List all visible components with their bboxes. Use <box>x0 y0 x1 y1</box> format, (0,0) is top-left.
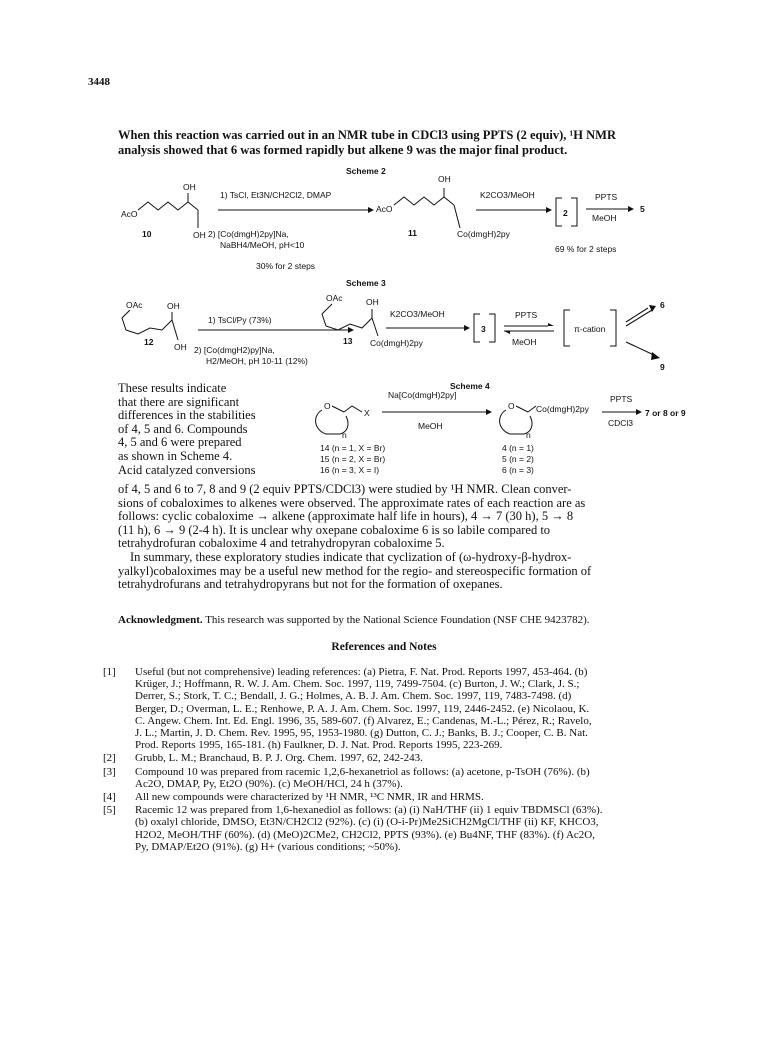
reference-line: (b) oxalyl chloride, DMSO, Et3N/CH2Cl2 (92%). (c) (i) (O-i-Pr)Me2SiCH2MgCl/THF (ii) KF, KHCO3, <box>135 816 599 829</box>
references-heading: References and Notes <box>331 641 437 653</box>
cobaloxime-list-item: 4 (n = 1) <box>502 443 534 453</box>
reference-number: [5] <box>103 804 116 817</box>
ppts-text: PPTS <box>515 310 538 320</box>
oac-label: OAc <box>326 293 343 303</box>
body-line: Acid catalyzed conversions <box>118 462 256 477</box>
compound-list-item: 16 (n = 3, X = I) <box>320 465 380 475</box>
reference-line: Useful (but not comprehensive) leading references: (a) Pietra, F. Nat. Prod. Reports 1997, 453-464. (b) <box>135 666 588 678</box>
body-line: sions of cobaloximes to alkenes were observed. The approximate rates of each reaction are as <box>118 495 586 510</box>
reference-line: Derrer, S.; Stork, T. C.; Bendall, J. G.; Holmes, A. B. J. Am. Chem. Soc. 1997, 119, 7483-7498. (d) <box>135 690 572 703</box>
intro-line: analysis showed that 6 was formed rapidly but alkene 9 was the major final product. <box>118 143 568 157</box>
x-label: X <box>364 408 370 418</box>
intro-line: When this reaction was carried out in an NMR tube in CDCl3 using PPTS (2 equiv), ¹H NMR <box>118 128 616 142</box>
n-label: n <box>526 430 531 440</box>
reference-line: Prod. Reports 1995, 165-181. (h) Faulkner, D. J. Nat. Prod. Reports 1995, 223-269. <box>135 739 503 752</box>
body-line: tetrahydrofuran cobaloxime 4 and tetrahydropyran cobaloxime 5. <box>118 536 445 551</box>
body-line: tetrahydrofurans and tetrahydropyrans but not for the formation of oxepanes. <box>118 577 503 592</box>
reference-line: H2O2, MeOH/THF (60%). (d) (MeO)2CMe2, CH2Cl2, PPTS (93%). (e) Bu4NF, THF (83%). (f) Ac2O, <box>135 828 595 841</box>
arrow-to-9 <box>626 342 656 356</box>
acknowledgment-label: Acknowledgment. <box>118 614 203 626</box>
reference-line: Py, DMAP/Et2O (91%). (g) H+ (various conditions; ~50%). <box>135 840 401 853</box>
body-line: of 4, 5 and 6. Compounds <box>118 421 248 436</box>
step-2b-text: NaBH4/MeOH, pH<10 <box>220 240 305 250</box>
yield-left: 30% for 2 steps <box>256 261 316 271</box>
body-line: that there are significant <box>118 394 240 409</box>
ppts-text: PPTS <box>595 192 618 202</box>
cobaloxime-label: Co(dmgH)2py <box>536 404 589 414</box>
body-line: as shown in Scheme 4. <box>118 448 233 463</box>
scheme-4 <box>310 376 686 480</box>
cobaloxime-label: Co(dmgH)2py <box>370 338 423 348</box>
carbon-chain <box>394 197 454 205</box>
reference-item <box>103 804 673 853</box>
carbon-chain <box>122 310 172 334</box>
ring-oxygen: O <box>508 401 515 411</box>
yield-right: 69 % for 2 steps <box>555 244 617 254</box>
body-line: yalkyl)cobaloximes may be a useful new method for the regio- and stereospecific formation of <box>118 563 592 578</box>
reference-line: Grubb, L. M.; Branchaud, B. P. J. Org. Chem. 1997, 62, 242-243. <box>135 752 423 765</box>
oh-label: OH <box>167 301 180 311</box>
compound-13-label: 13 <box>343 336 353 346</box>
cobaloxime-list-item: 6 (n = 3) <box>502 465 534 475</box>
reference-number: [3] <box>103 765 116 778</box>
scheme-2 <box>100 160 680 270</box>
carbon-chain <box>138 202 198 210</box>
compound-10-label: 10 <box>142 229 152 239</box>
aco-label: AcO <box>121 209 138 219</box>
step-1-text: 1) TsCl/Py (73%) <box>208 315 272 325</box>
reference-line: Krüger, J.; Hoffmann, R. W. J. Am. Chem. Soc. 1997, 119, 7499-7504. (c) Burton, J. W.; Clark, J. S.; <box>135 678 580 691</box>
cobaloxime-list-item: 5 (n = 2) <box>502 454 534 464</box>
step-2a-text: 2) [Co(dmgH)2py]Na, <box>208 229 289 239</box>
cdcl3-text: CDCl3 <box>608 418 634 428</box>
ring-oxygen: O <box>324 401 331 411</box>
oh-label: OH <box>174 342 187 352</box>
page-number: 3448 <box>88 76 110 88</box>
compound-11-label: 11 <box>408 228 417 238</box>
oac-label: OAc <box>126 300 143 310</box>
body-line: (11 h), 6 → 9 (2-4 h). It is unclear why oxepane cobaloxime 6 is so labile compared to <box>118 522 551 537</box>
oh-bottom-label: OH <box>193 230 206 240</box>
reference-item <box>103 666 673 751</box>
reference-line: Ac2O, DMAP, Py, Et2O (90%). (c) MeOH/HCl, 24 h (37%). <box>135 777 403 790</box>
body-line: follows: cyclic cobaloxime → alkene (approximate half life in hours), 4 → 7 (30 h), 5 → 8 <box>118 509 574 524</box>
product-5-label: 5 <box>640 204 645 214</box>
reference-item <box>103 766 673 790</box>
compound-12-label: 12 <box>144 337 154 347</box>
oh-label: OH <box>366 297 379 307</box>
solvent-text: MeOH <box>418 421 443 431</box>
references-list <box>103 666 673 854</box>
body-line: In summary, these exploratory studies indicate that cyclization of (ω-hydroxy-β-hydrox- <box>130 549 572 564</box>
reference-line: All new compounds were characterized by ¹H NMR, ¹³C NMR, IR and HRMS. <box>135 791 484 804</box>
pi-cation-label: π-cation <box>574 324 606 334</box>
compound-list-item: 14 (n = 1, X = Br) <box>320 443 386 453</box>
body-paragraph-left <box>118 382 313 477</box>
reference-number: [4] <box>103 791 116 804</box>
body-line: differences in the stabilities <box>118 408 256 423</box>
aco-label: AcO <box>376 204 393 214</box>
reference-number: [1] <box>103 666 116 678</box>
cobaloxime-label: Co(dmgH)2py <box>457 229 510 239</box>
reference-item <box>103 791 673 803</box>
scheme-2-title: Scheme 2 <box>346 166 386 176</box>
reference-line: Compound 10 was prepared from racemic 1,2,6-hexanetriol as follows: (a) acetone, p-TsOH (76%). (b) <box>135 765 590 778</box>
intermediate-3-label: 3 <box>481 324 486 334</box>
scheme-3-title: Scheme 3 <box>346 278 386 288</box>
reagent-text: Na[Co(dmgH)2py] <box>388 390 457 400</box>
n-label: n <box>342 430 347 440</box>
intro-paragraph <box>118 128 674 158</box>
meoh-text: MeOH <box>512 337 537 347</box>
oh-top-label: OH <box>183 182 196 192</box>
k2co3-text: K2CO3/MeOH <box>390 309 445 319</box>
meoh-text: MeOH <box>592 213 617 223</box>
acknowledgment-text: This research was supported by the National Science Foundation (NSF CHE 9423782). <box>205 614 590 626</box>
carbon-chain <box>322 304 372 330</box>
ppts-text: PPTS <box>610 394 633 404</box>
acknowledgment <box>118 614 590 626</box>
body-line: 4, 5 and 6 were prepared <box>118 435 242 450</box>
product-9-label: 9 <box>660 362 665 372</box>
scheme-3 <box>100 272 680 372</box>
intermediate-2-label: 2 <box>563 208 568 218</box>
reference-line: Berger, D.; Overman, L. E.; Renhowe, P. A. J. Am. Chem. Soc. 1997, 119, 2446-2452. (e) Nicolaou, K. <box>135 702 590 715</box>
arrow-to-6 <box>626 310 652 326</box>
body-line: of 4, 5 and 6 to 7, 8 and 9 (2 equiv PPTS/CDCl3) were studied by ¹H NMR. Clean conver- <box>118 482 572 496</box>
compound-list-item: 15 (n = 2, X = Br) <box>320 454 386 464</box>
reference-line: C. Angew. Chem. Int. Ed. Engl. 1996, 35, 589-607. (f) Alvarez, E.; Candenas, M.-L.; Pérez, R.; Ravelo, <box>135 714 592 727</box>
products-label: 7 or 8 or 9 <box>645 408 686 418</box>
oh-label: OH <box>438 174 451 184</box>
reference-number: [2] <box>103 752 116 765</box>
step-2a-text: 2) [Co(dmgH2)py]Na, <box>194 345 275 355</box>
scheme-4-title: Scheme 4 <box>450 381 490 391</box>
step-1-text: 1) TsCl, Et3N/CH2Cl2, DMAP <box>220 190 332 200</box>
k2co3-text: K2CO3/MeOH <box>480 190 535 200</box>
reference-line: Racemic 12 was prepared from 1,6-hexanediol as follows: (a) (i) NaH/THF (ii) 1 equiv TBDMSCl (63%). <box>135 804 603 817</box>
body-line: These results indicate <box>118 381 227 395</box>
step-2b-text: H2/MeOH, pH 10-11 (12%) <box>206 356 308 366</box>
body-paragraph-full <box>118 483 678 592</box>
reference-line: J. L.; Martin, J. D. Chem. Rev. 1995, 95, 1953-1980. (g) Dutton, C. J.; Banks, B. J.; Cooper, C. B. Nat. <box>135 727 588 740</box>
product-6-label: 6 <box>660 300 665 310</box>
reference-item <box>103 752 673 764</box>
